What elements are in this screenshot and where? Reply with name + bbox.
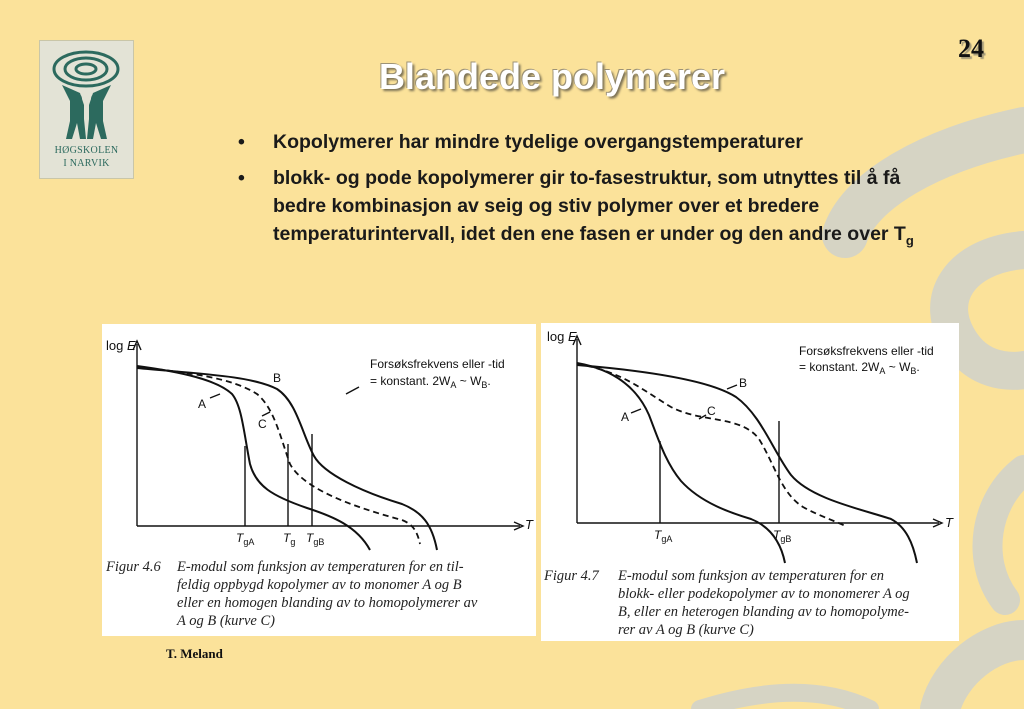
figure-4-7 bbox=[541, 323, 959, 641]
x-axis-label: T bbox=[525, 517, 533, 532]
curve-label-a: A bbox=[621, 410, 630, 424]
logo-text-line2: I NARVIK bbox=[63, 158, 110, 169]
figure-caption-text bbox=[618, 567, 910, 639]
tick-label-tga: $T_{gA}$ bbox=[236, 531, 255, 547]
caption-line: E-modul som funksjon av temperaturen for en til- bbox=[177, 559, 464, 575]
tick-label-tg: $T_g$ bbox=[283, 531, 296, 547]
bullet-marker: • bbox=[238, 131, 245, 153]
curve-label-c: C bbox=[707, 404, 716, 418]
legend-note-line2: = konstant. $2W_A$ ~ $W_B$. bbox=[370, 374, 491, 390]
curve-label-c: C bbox=[258, 417, 267, 431]
legend-note-line2: = konstant. $2W_A$ ~ $W_B$. bbox=[799, 360, 920, 376]
page-number: 24 bbox=[958, 34, 984, 63]
curve-label-b: B bbox=[273, 371, 282, 385]
tick-label-tgb: $T_{gB}$ bbox=[773, 528, 792, 544]
caption-line: B, eller en heterogen blanding av to homopolyme- bbox=[618, 604, 909, 620]
curve-label-b: B bbox=[739, 376, 748, 390]
bullet-item bbox=[236, 128, 936, 156]
caption-line: feldig oppbygd kopolymer av to monomer A og B bbox=[177, 577, 462, 593]
bullet-item bbox=[236, 164, 936, 255]
figure-caption bbox=[544, 567, 957, 639]
figure-caption-label: Figur 4.6 bbox=[106, 559, 161, 575]
figure-caption bbox=[106, 558, 534, 634]
slide-title: Blandede polymerer bbox=[378, 56, 726, 97]
curve-b bbox=[137, 368, 437, 550]
author-credit: T. Meland bbox=[166, 646, 223, 661]
x-axis-label: T bbox=[945, 515, 953, 530]
y-axis-label: log E bbox=[106, 338, 136, 353]
caption-line: eller en homogen blanding av to homopolymerer av bbox=[177, 595, 478, 611]
legend-note-line1: Forsøksfrekvens eller -tid bbox=[799, 344, 934, 358]
curve-a bbox=[577, 363, 785, 563]
bullet-subscript: g bbox=[905, 232, 914, 248]
figure-caption-text bbox=[177, 558, 477, 630]
curve-a bbox=[137, 366, 370, 550]
curve-b bbox=[577, 365, 917, 563]
tick-label-tgb: $T_{gB}$ bbox=[306, 531, 325, 547]
legend-note-line1: Forsøksfrekvens eller -tid bbox=[370, 357, 505, 371]
curve-c bbox=[137, 367, 420, 544]
caption-line: A og B (kurve C) bbox=[177, 613, 275, 629]
figure-4-6 bbox=[102, 324, 536, 636]
logo-text-line1: HØGSKOLEN bbox=[54, 145, 119, 156]
caption-line: E-modul som funksjon av temperaturen for en bbox=[618, 568, 885, 584]
bullet-text: Kopolymerer har mindre tydelige overgangstemperaturer bbox=[273, 131, 803, 153]
bullet-list bbox=[236, 128, 936, 263]
tick-label-tga: $T_{gA}$ bbox=[654, 528, 673, 544]
curve-label-a: A bbox=[198, 397, 207, 411]
curve-c bbox=[577, 364, 847, 527]
figure-caption-label: Figur 4.7 bbox=[544, 568, 599, 584]
bullet-text: blokk- og pode kopolymerer gir to-fasestruktur, som utnyttes til å få bedre kombinasjon av seig og stiv polymer over et bredere temperaturintervall, idet den ene fasen er under og den andre over T bbox=[273, 167, 906, 245]
caption-line: rer av A og B (kurve C) bbox=[618, 622, 754, 638]
caption-line: blokk- eller podekopolymer av to monomerer A og bbox=[618, 586, 910, 602]
bullet-marker: • bbox=[238, 167, 245, 189]
y-axis-label: log E bbox=[547, 329, 577, 344]
